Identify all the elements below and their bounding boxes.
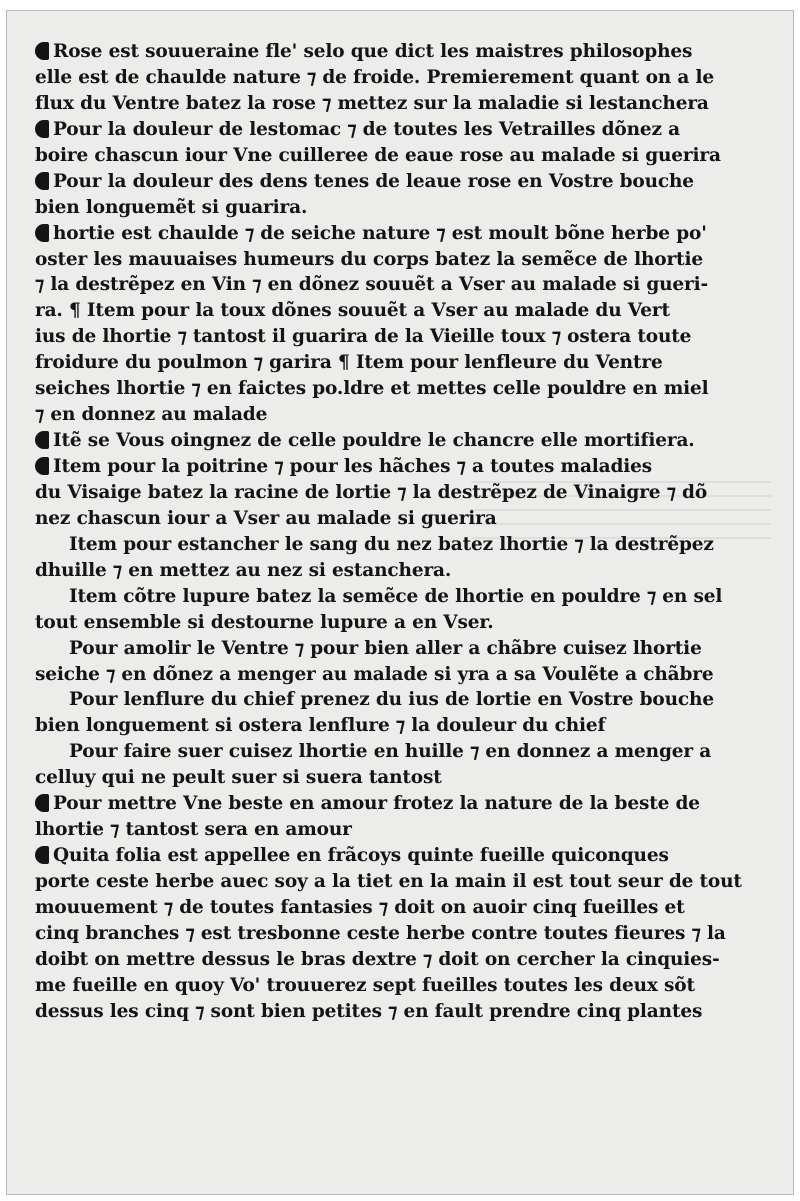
paragraph-marker-icon [35, 794, 49, 812]
text-line [35, 739, 773, 765]
text-line [35, 117, 773, 143]
line-text: nez chascun iour a Vser au malade si guerira [35, 507, 497, 529]
text-line [35, 454, 773, 480]
text-line [35, 169, 773, 195]
text-line [35, 869, 773, 895]
text-block [35, 39, 773, 1025]
text-line [35, 350, 773, 376]
line-text: flux du Ventre batez la rose ⁊ mettez sur la maladie si lestanchera [35, 92, 709, 114]
line-text: ius de lhortie ⁊ tantost il guarira de la Vieille toux ⁊ ostera toute [35, 326, 692, 348]
line-text: dhuille ⁊ en mettez au nez si estanchera. [35, 559, 452, 581]
line-text: ⁊ la destrẽpez en Vin ⁊ en dõnez souuẽt a Vser au malade si gueri- [35, 274, 709, 296]
line-text: ⁊ en donnez au malade [35, 404, 268, 426]
line-text: Itẽ se Vous oingnez de celle pouldre le chancre elle mortifiera. [53, 430, 695, 452]
text-line [35, 999, 773, 1025]
text-line [35, 65, 773, 91]
paragraph-marker-icon [35, 457, 49, 475]
text-line [35, 480, 773, 506]
line-text: oster les mauuaises humeurs du corps batez la semẽce de lhortie [35, 248, 703, 270]
text-line [35, 584, 773, 610]
paragraph-marker-icon [35, 120, 49, 138]
line-text: me fueille en quoy Vo' trouuerez sept fueilles toutes les deux sõt [35, 974, 695, 996]
line-text: celluy qui ne peult suer si suera tantost [35, 767, 442, 789]
line-text: seiches lhortie ⁊ en faictes po.ldre et mettes celle pouldre en miel [35, 378, 709, 400]
line-text: dessus les cinq ⁊ sont bien petites ⁊ en fault prendre cinq plantes [35, 1000, 703, 1022]
line-text: ra. ¶ Item pour la toux dõnes souuẽt a Vser au malade du Vert [35, 300, 670, 322]
paragraph-marker-icon [35, 172, 49, 190]
line-text: Item pour estancher le sang du nez batez lhortie ⁊ la destrẽpez [69, 533, 714, 555]
text-line [35, 324, 773, 350]
paragraph-marker-icon [35, 224, 49, 242]
line-text: du Visaige batez la racine de lortie ⁊ la destrẽpez de Vinaigre ⁊ dõ [35, 481, 708, 503]
text-line [35, 765, 773, 791]
line-text: seiche ⁊ en dõnez a menger au malade si yra a sa Voulẽte a chãbre [35, 663, 714, 685]
paragraph-marker-icon [35, 431, 49, 449]
paragraph-marker-icon [35, 42, 49, 60]
line-text: Item pour la poitrine ⁊ pour les hãches ⁊ a toutes maladies [53, 456, 653, 477]
text-line [35, 91, 773, 117]
line-text: Pour la douleur de lestomac ⁊ de toutes les Vetrailles dõnez a [53, 118, 681, 140]
line-text: Pour lenflure du chief prenez du ius de lortie en Vostre bouche [69, 689, 714, 711]
line-text: Pour amolir le Ventre ⁊ pour bien aller a chãbre cuisez lhortie [69, 637, 702, 659]
line-text: doibt on mettre dessus le bras dextre ⁊ doit on cercher la cinquies- [35, 948, 720, 970]
line-text: Pour la douleur des dens tenes de leaue rose en Vostre bouche [53, 170, 694, 192]
text-line [35, 402, 773, 428]
line-text: Quita folia est appellee en frãcoys quinte fueille quiconques [53, 845, 669, 867]
text-line [35, 221, 773, 247]
line-text: Pour faire suer cuisez lhortie en huille ⁊ en donnez a menger a [69, 741, 712, 763]
text-line [35, 713, 773, 739]
printed-page [6, 10, 794, 1195]
line-text: mouuement ⁊ de toutes fantasies ⁊ doit on auoir cinq fueilles et [35, 896, 685, 918]
line-text: elle est de chaulde nature ⁊ de froide. Premierement quant on a le [35, 66, 714, 88]
line-text: froidure du poulmon ⁊ garira ¶ Item pour lenfleure du Ventre [35, 352, 663, 374]
text-line [35, 636, 773, 662]
line-text: porte ceste herbe auec soy a la tiet en la main il est tout seur de tout [35, 871, 742, 892]
line-text: Rose est souueraine fle' selo que dict les maistres philosophes [53, 41, 693, 62]
text-line [35, 662, 773, 688]
text-line [35, 39, 773, 65]
text-line [35, 973, 773, 999]
text-line [35, 610, 773, 636]
line-text: tout ensemble si destourne lupure a en Vser. [35, 611, 494, 633]
text-line [35, 817, 773, 843]
text-line [35, 195, 773, 221]
text-line [35, 532, 773, 558]
line-text: bien longuement si ostera lenflure ⁊ la douleur du chief [35, 715, 606, 737]
line-text: cinq branches ⁊ est tresbonne ceste herbe contre toutes fieures ⁊ la [35, 922, 726, 944]
line-text: lhortie ⁊ tantost sera en amour [35, 819, 352, 841]
text-line [35, 687, 773, 713]
text-line [35, 843, 773, 869]
text-line [35, 506, 773, 532]
text-line [35, 143, 773, 169]
text-line [35, 376, 773, 402]
text-line [35, 558, 773, 584]
line-text: hortie est chaulde ⁊ de seiche nature ⁊ est moult bõne herbe po' [53, 222, 707, 244]
text-line [35, 895, 773, 921]
paragraph-marker-icon [35, 846, 49, 864]
text-line [35, 272, 773, 298]
text-line [35, 921, 773, 947]
text-line [35, 791, 773, 817]
line-text: bien longuemẽt si guarira. [35, 196, 308, 218]
line-text: Pour mettre Vne beste en amour frotez la nature de la beste de [53, 793, 700, 815]
line-text: Item cõtre lupure batez la semẽce de lhortie en pouldre ⁊ en sel [69, 585, 723, 607]
text-line [35, 947, 773, 973]
line-text: boire chascun iour Vne cuilleree de eaue rose au malade si guerira [35, 144, 721, 166]
text-line [35, 428, 773, 454]
text-line [35, 298, 773, 324]
text-line [35, 247, 773, 273]
